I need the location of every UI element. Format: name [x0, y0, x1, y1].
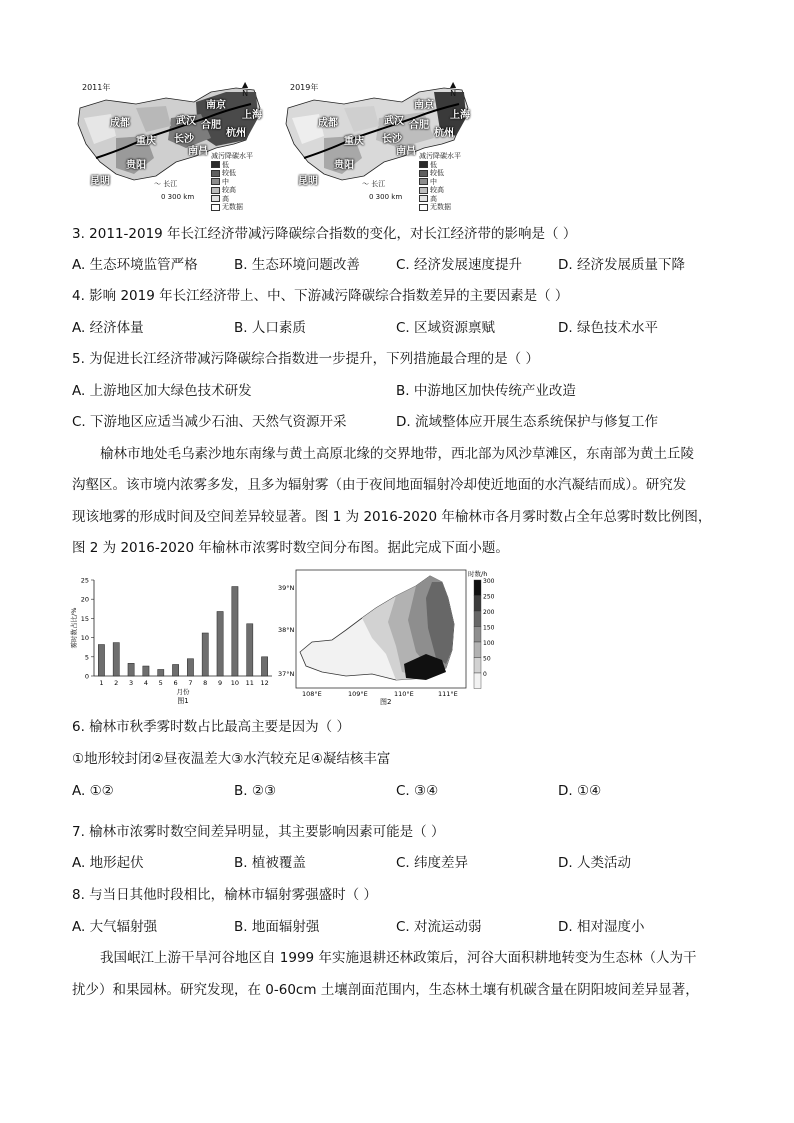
q8-option-c[interactable]: C. 对流运动弱 — [396, 919, 482, 935]
y-axis-label: 雾时数占比/% — [70, 607, 78, 649]
city-guiyang: 贵阳 — [126, 160, 146, 171]
lon-tick: 111°E — [438, 690, 458, 698]
q4-option-d[interactable]: D. 绿色技术水平 — [558, 320, 658, 336]
legend-tick: 250 — [483, 593, 495, 601]
legend-item: 高 — [419, 195, 461, 204]
lat-tick: 39°N — [278, 584, 295, 592]
q3-option-a[interactable]: A. 生态环境监管严格 — [72, 257, 198, 273]
bar — [143, 666, 149, 676]
city-shanghai: 上海 — [242, 110, 262, 121]
legend-item: 高 — [211, 195, 253, 204]
x-tick-label: 8 — [203, 679, 208, 687]
q5-option-c[interactable]: C. 下游地区应适当减少石油、天然气资源开采 — [72, 414, 347, 430]
city-chongqing: 重庆 — [136, 136, 156, 147]
legend-item: 中 — [419, 178, 461, 187]
passage1-line: 现该地雾的形成时间及空间差异较显著。图 1 为 2016-2020 年榆林市各月雾时数占全年总雾时数比例图， — [72, 509, 712, 525]
q4-option-a[interactable]: A. 经济体量 — [72, 320, 144, 336]
north-arrow-icon: ▲ N — [242, 80, 249, 98]
city-wuhan: 武汉 — [384, 116, 404, 127]
q7-stem: 7. 榆林市浓雾时数空间差异明显，其主要影响因素可能是（ ） — [72, 824, 445, 840]
bar — [113, 643, 119, 676]
legend-title: 时数/h — [468, 570, 488, 578]
q5-option-d[interactable]: D. 流域整体应开展生态系统保护与修复工作 — [396, 414, 658, 430]
x-tick-label: 2 — [114, 679, 119, 687]
q3-option-b[interactable]: B. 生态环境问题改善 — [234, 257, 360, 273]
fig2-fog-map — [276, 568, 496, 706]
legend-item: 无数据 — [419, 203, 461, 212]
bar — [187, 659, 193, 676]
city-shanghai: 上海 — [450, 110, 470, 121]
city-chengdu: 成都 — [318, 118, 338, 129]
lat-tick: 37°N — [278, 670, 295, 678]
fig1-bar-chart — [68, 572, 280, 706]
q5-stem: 5. 为促进长江经济带减污降碳综合指数进一步提升，下列措施最合理的是（ ） — [72, 351, 539, 367]
fig2-caption: 图2 — [380, 698, 392, 706]
q8-option-a[interactable]: A. 大气辐射强 — [72, 919, 158, 935]
city-changsha: 长沙 — [174, 134, 194, 145]
x-tick-label: 3 — [129, 679, 134, 687]
legend-item: 较高 — [211, 186, 253, 195]
passage1-line: 图 2 为 2016-2020 年榆林市浓雾时数空间分布图。据此完成下面小题。 — [72, 540, 509, 556]
bar — [98, 645, 104, 676]
y-tick-label: 5 — [84, 653, 89, 662]
bar — [261, 657, 267, 676]
bar — [172, 664, 178, 676]
bar — [217, 611, 223, 676]
city-chongqing: 重庆 — [344, 136, 364, 147]
city-hefei: 合肥 — [201, 120, 221, 131]
map-2019 — [284, 78, 474, 213]
legend-swatch — [474, 627, 481, 643]
bar — [247, 624, 253, 676]
map-legend — [419, 152, 461, 212]
x-tick-label: 12 — [260, 679, 269, 687]
q5-option-a[interactable]: A. 上游地区加大绿色技术研发 — [72, 383, 252, 399]
scale-bar: 0 300 km — [369, 193, 403, 201]
passage1-line: 沟壑区。该市境内浓雾多发，且多为辐射雾（由于夜间地面辐射冷却使近地面的水汽凝结而成）。研究发 — [72, 477, 687, 493]
x-tick-label: 9 — [218, 679, 223, 687]
legend-swatch — [474, 580, 481, 596]
q5-option-b[interactable]: B. 中游地区加快传统产业改造 — [396, 383, 576, 399]
q7-option-a[interactable]: A. 地形起伏 — [72, 855, 144, 871]
legend-swatch — [474, 658, 481, 674]
x-tick-label: 5 — [158, 679, 163, 687]
q6-option-c[interactable]: C. ③④ — [396, 783, 439, 799]
map-year: 2019年 — [290, 83, 319, 92]
x-axis-label: 月份 — [176, 688, 190, 696]
x-tick-label: 7 — [188, 679, 193, 687]
passage1-line: 榆林市地处毛乌素沙地东南缘与黄土高原北缘的交界地带，西北部为风沙草滩区，东南部为黄土丘陵 — [100, 446, 694, 462]
q6-option-b[interactable]: B. ②③ — [234, 783, 277, 799]
q3-option-c[interactable]: C. 经济发展速度提升 — [396, 257, 523, 273]
y-tick-label: 25 — [80, 576, 89, 585]
city-guiyang: 贵阳 — [334, 160, 354, 171]
q7-option-b[interactable]: B. 植被覆盖 — [234, 855, 306, 871]
city-nanchang: 南昌 — [396, 146, 416, 157]
lat-tick: 38°N — [278, 626, 295, 634]
y-tick-label: 15 — [80, 614, 89, 623]
legend-title: 减污降碳水平 — [211, 152, 253, 160]
q8-option-b[interactable]: B. 地面辐射强 — [234, 919, 320, 935]
legend-item: 较高 — [419, 186, 461, 195]
city-chengdu: 成都 — [110, 118, 130, 129]
passage2-line: 我国岷江上游干旱河谷地区自 1999 年实施退耕还林政策后，河谷大面积耕地转变为生态林（人为干 — [100, 950, 697, 966]
legend-tick: 200 — [483, 609, 495, 616]
y-tick-label: 20 — [80, 595, 89, 604]
city-nanchang: 南昌 — [188, 146, 208, 157]
q6-sub: ①地形较封闭②昼夜温差大③水汽较充足④凝结核丰富 — [72, 751, 391, 767]
legend-item: 无数据 — [211, 203, 253, 212]
city-wuhan: 武汉 — [176, 116, 196, 127]
legend-tick: 100 — [483, 640, 495, 647]
q8-stem: 8. 与当日其他时段相比，榆林市辐射雾强盛时（ ） — [72, 887, 377, 903]
legend-item: 较低 — [211, 169, 253, 178]
x-tick-label: 1 — [99, 679, 104, 687]
legend-tick: 0 — [483, 671, 487, 678]
q7-option-d[interactable]: D. 人类活动 — [558, 855, 631, 871]
q7-option-c[interactable]: C. 纬度差异 — [396, 855, 469, 871]
legend-item: 较低 — [419, 169, 461, 178]
x-tick-label: 10 — [230, 679, 240, 687]
legend-tick: 50 — [483, 655, 491, 663]
bar — [202, 633, 208, 676]
map-2011 — [76, 78, 266, 213]
q3-option-d[interactable]: D. 经济发展质量下降 — [558, 257, 685, 273]
river-key: 〜 长江 — [154, 180, 178, 188]
city-changsha: 长沙 — [382, 134, 402, 145]
legend-title: 减污降碳水平 — [419, 152, 461, 160]
city-nanjing: 南京 — [414, 100, 434, 111]
legend-swatch — [474, 611, 481, 627]
legend-item: 中 — [211, 178, 253, 187]
legend-tick: 300 — [483, 578, 495, 585]
legend-swatch — [474, 673, 481, 689]
lon-tick: 109°E — [348, 690, 368, 698]
x-tick-label: 4 — [143, 679, 148, 687]
legend-item: 低 — [419, 161, 461, 170]
color-legend — [474, 578, 495, 689]
lon-tick: 108°E — [302, 690, 322, 698]
q8-option-d[interactable]: D. 相对湿度小 — [558, 919, 645, 935]
city-hangzhou: 杭州 — [226, 128, 246, 139]
north-arrow-icon: ▲ N — [450, 80, 457, 98]
city-hefei: 合肥 — [409, 120, 429, 131]
y-tick-label: 0 — [84, 672, 89, 681]
q4-option-b[interactable]: B. 人口素质 — [234, 320, 306, 336]
bar — [158, 669, 164, 676]
city-kunming: 昆明 — [298, 176, 318, 187]
q3-stem: 3. 2011-2019 年长江经济带减污降碳综合指数的变化，对长江经济带的影响是（ ） — [72, 226, 577, 242]
north-label: N — [450, 89, 457, 98]
q4-stem: 4. 影响 2019 年长江经济带上、中、下游减污降碳综合指数差异的主要因素是（ ） — [72, 288, 569, 304]
q6-stem: 6. 榆林市秋季雾时数占比最高主要是因为（ ） — [72, 719, 350, 735]
lon-tick: 110°E — [394, 690, 414, 698]
city-kunming: 昆明 — [90, 176, 110, 187]
y-tick-label: 10 — [80, 634, 89, 643]
legend-item: 低 — [211, 161, 253, 170]
city-nanjing: 南京 — [206, 100, 226, 111]
map-legend — [211, 152, 253, 212]
q4-option-c[interactable]: C. 区域资源禀赋 — [396, 320, 496, 336]
north-label: N — [242, 89, 249, 98]
bar — [128, 663, 134, 676]
scale-bar: 0 300 km — [161, 193, 195, 201]
city-hangzhou: 杭州 — [434, 128, 454, 139]
q6-option-d[interactable]: D. ①④ — [558, 783, 602, 799]
legend-swatch — [474, 642, 481, 658]
passage2-line: 扰少）和果园林。研究发现，在 0-60cm 土壤剖面范围内，生态林土壤有机碳含量在阴阳坡间差异显著， — [72, 982, 699, 998]
bar — [232, 587, 238, 676]
river-key: 〜 长江 — [362, 180, 386, 188]
map-year: 2011年 — [82, 83, 111, 92]
legend-swatch — [474, 596, 481, 612]
x-tick-label: 11 — [245, 679, 254, 687]
legend-tick: 150 — [483, 624, 495, 632]
x-tick-label: 6 — [173, 679, 178, 687]
fig1-caption: 图1 — [177, 697, 189, 705]
q6-option-a[interactable]: A. ①② — [72, 783, 114, 799]
